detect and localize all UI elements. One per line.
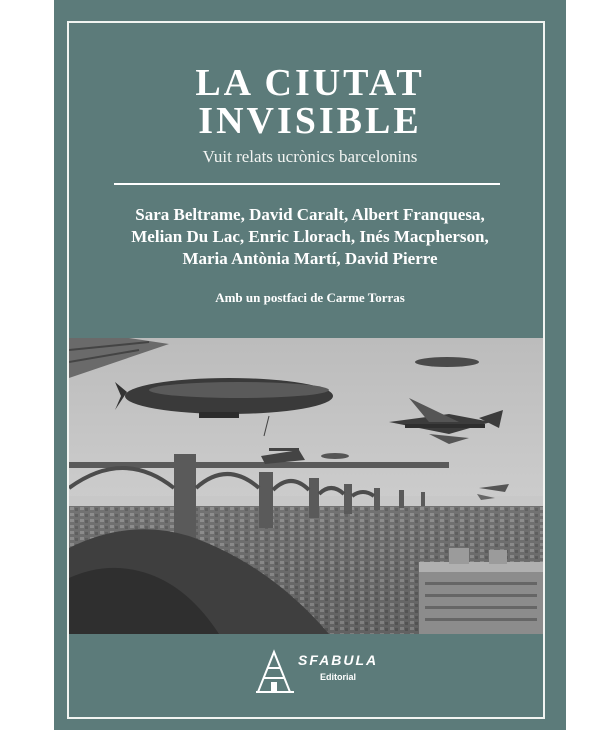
authors-line-2: Melian Du Lac, Enric Llorach, Inés Macpherson, xyxy=(131,227,489,246)
subtitle: Vuit relats ucrònics barcelonins xyxy=(202,147,418,166)
cover-illustration xyxy=(69,338,543,634)
title-line-1: LA CIUTAT xyxy=(195,62,425,104)
title-line-2: INVISIBLE xyxy=(198,100,422,142)
publisher-label: Editorial xyxy=(320,672,357,682)
authors-line-3: Maria Antònia Martí, David Pierre xyxy=(182,249,438,268)
authors-line-1: Sara Beltrame, David Caralt, Albert Franquesa, xyxy=(135,205,485,224)
divider xyxy=(114,183,500,185)
postface-credit: Amb un postfaci de Carme Torras xyxy=(215,290,405,305)
publisher-name: SFABULA xyxy=(298,652,379,668)
